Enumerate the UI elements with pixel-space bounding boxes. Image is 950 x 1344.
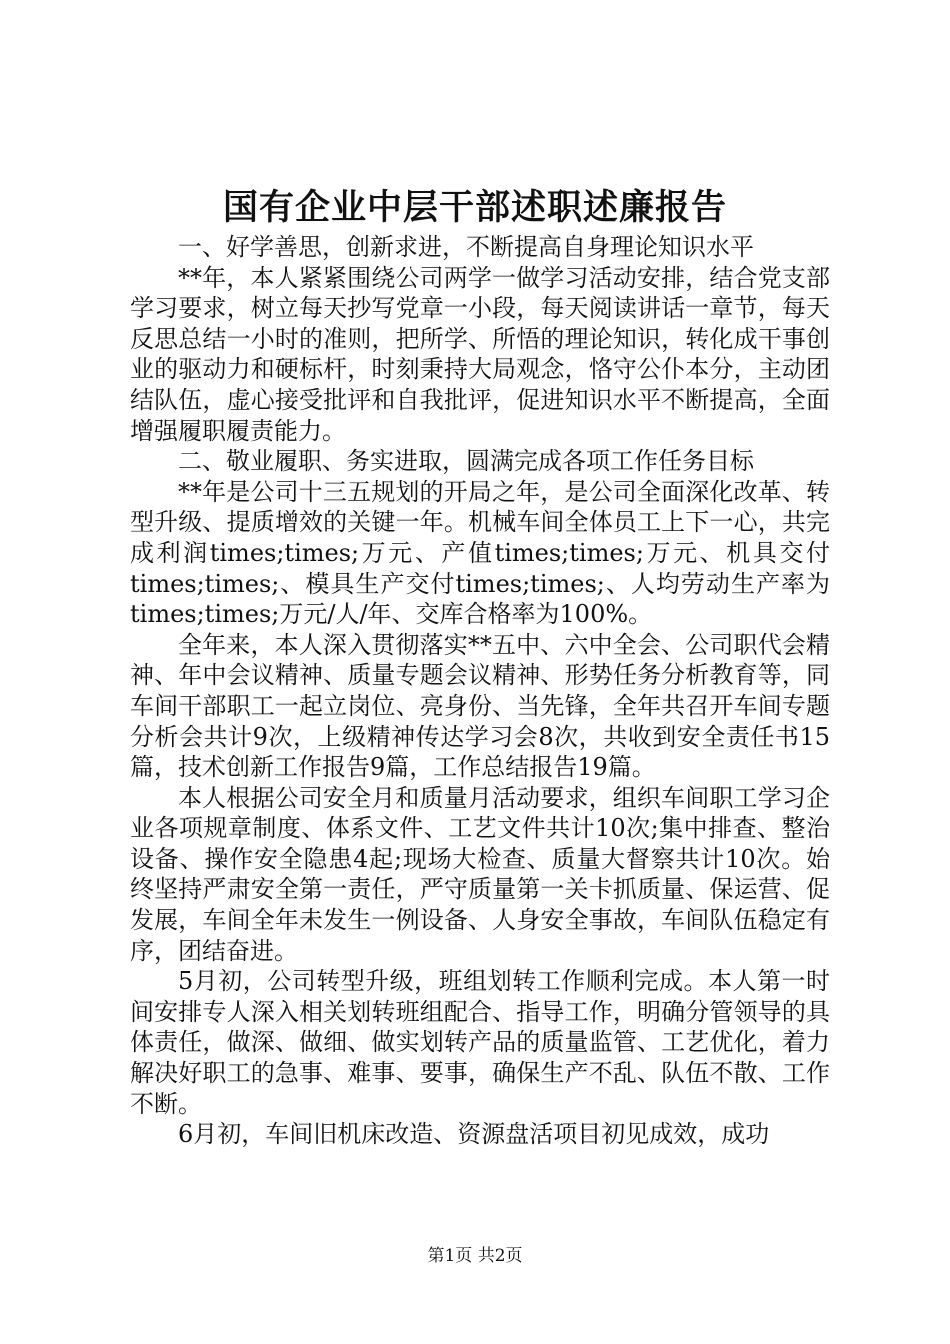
section-heading-2: 二、敬业履职、务实进取，圆满完成各项工作任务目标 — [178, 447, 754, 476]
document-body — [130, 232, 830, 1150]
paragraph: 6月初，车间旧机床改造、资源盘活项目初见成效，成功 — [178, 1120, 770, 1149]
paragraph: **年是公司十三五规划的开局之年，是公司全面深化改革、转型升级、提质增效的关键一年。机械车间全体员工上下一心，共完成利润times;times;万元、产值times;times;万元、机具交付times;times;、模具生产交付times;times;、人均劳动生产率为times;times;万元/人/年、交库合格率为100%。 — [130, 477, 830, 629]
page-footer: 第1页 共2页 — [427, 1246, 523, 1266]
document-title: 国有企业中层干部述职述廉报告 — [222, 187, 727, 228]
paragraph: **年，本人紧紧围绕公司两学一做学习活动安排，结合党支部学习要求，树立每天抄写党章一小段，每天阅读讲话一章节，每天反思总结一小时的准则，把所学、所悟的理论知识，转化成干事创业的驱动力和硬标杆，时刻秉持大局观念，恪守公仆本分，主动团结队伍，虚心接受批评和自我批评，促进知识水平不断提高，全面增强履职履责能力。 — [130, 263, 830, 445]
section-heading-1: 一、好学善思，创新求进，不断提高自身理论知识水平 — [178, 233, 754, 261]
paragraph: 本人根据公司安全月和质量月活动要求，组织车间职工学习企业各项规章制度、体系文件、工艺文件共计10次;集中排查、整治设备、操作安全隐患4起;现场大检查、质量大督察共计10次。始终坚持严肃安全第一责任，严守质量第一关卡抓质量、保运营、促发展，车间全年未发生一例设备、人身安全事故，车间队伍稳定有序，团结奋进。 — [130, 783, 830, 965]
paragraph: 5月初，公司转型升级，班组划转工作顺利完成。本人第一时间安排专人深入相关划转班组配合、指导工作，明确分管领导的具体责任，做深、做细、做实划转产品的质量监管、工艺优化，着力解决好职工的急事、难事、要事，确保生产不乱、队伍不散、工作不断。 — [130, 967, 830, 1118]
paragraph: 全年来，本人深入贯彻落实**五中、六中全会、公司职代会精神、年中会议精神、质量专题会议精神、形势任务分析教育等，同车间干部职工一起立岗位、亮身份、当先锋，全年共召开车间专题分析会共计9次，上级精神传达学习会8次，共收到安全责任书15篇，技术创新工作报告9篇，工作总结报告19篇。 — [130, 630, 830, 782]
